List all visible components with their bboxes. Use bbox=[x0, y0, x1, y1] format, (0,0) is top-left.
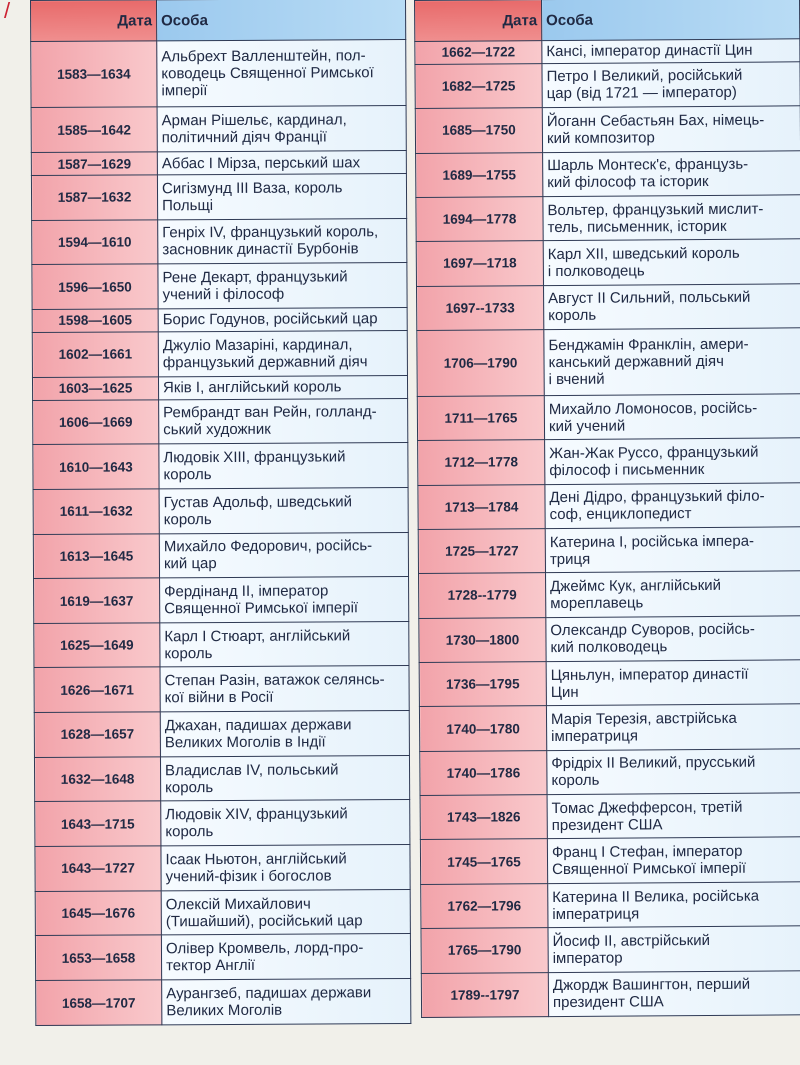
date-cell: 1606—1669 bbox=[33, 399, 159, 444]
date-cell: 1603—1625 bbox=[32, 376, 158, 400]
table-row bbox=[419, 704, 800, 751]
table-row bbox=[32, 307, 407, 332]
left-date-person-table bbox=[30, 0, 411, 1026]
person-cell: Карл І Стюарт, англійський король bbox=[160, 621, 409, 667]
date-cell: 1685—1750 bbox=[415, 108, 542, 153]
person-cell: Михайло Федорович, російсь- кий цар bbox=[159, 532, 408, 578]
table-row bbox=[420, 749, 800, 796]
right-table-body bbox=[415, 39, 800, 1018]
person-cell: Петро І Великий, російський цар (від 1721 — імператор) bbox=[542, 62, 800, 108]
date-cell: 1643—1727 bbox=[35, 846, 161, 891]
person-cell: Август II Сильний, польський король bbox=[543, 283, 800, 329]
person-cell: Михайло Ломоносов, російсь- кий учений bbox=[544, 394, 800, 440]
date-cell: 1645—1676 bbox=[35, 891, 161, 936]
person-cell: Франц І Стефан, імператор Священної Римської імперії bbox=[547, 837, 800, 883]
table-row bbox=[420, 793, 800, 840]
table-row bbox=[418, 482, 800, 529]
table-row bbox=[416, 195, 800, 242]
date-cell: 1740—1786 bbox=[420, 750, 547, 795]
person-cell: Бенджамін Франклін, амери- канський державний діяч і вчений bbox=[544, 328, 800, 396]
person-cell: Джуліо Мазаріні, кардинал, французький державний діяч bbox=[158, 330, 407, 376]
date-cell: 1745—1765 bbox=[420, 839, 547, 884]
date-cell: 1610—1643 bbox=[33, 444, 159, 489]
date-cell: 1712—1778 bbox=[418, 440, 545, 485]
date-cell: 1697--1733 bbox=[416, 285, 543, 330]
table-row bbox=[36, 979, 411, 1026]
page-edge-mark: / bbox=[4, 0, 11, 23]
date-cell: 1628—1657 bbox=[34, 712, 160, 757]
person-cell: Джордж Вашингтон, перший президент США bbox=[548, 970, 800, 1016]
table-row bbox=[34, 755, 409, 802]
table-row bbox=[34, 711, 409, 758]
date-cell: 1697—1718 bbox=[416, 241, 543, 286]
person-cell: Фрідріх II Великий, прусський король bbox=[547, 749, 800, 795]
date-cell: 1689—1755 bbox=[416, 152, 543, 197]
date-cell: 1706—1790 bbox=[417, 330, 544, 397]
person-cell: Кансі, імператор династії Цин bbox=[542, 39, 800, 64]
table-row bbox=[419, 615, 800, 662]
date-cell: 1730—1800 bbox=[419, 617, 546, 662]
table-row bbox=[416, 239, 800, 286]
table-row bbox=[415, 62, 800, 109]
date-cell: 1613—1645 bbox=[33, 533, 159, 578]
table-row bbox=[31, 151, 406, 176]
table-row bbox=[418, 438, 800, 485]
table-row bbox=[33, 487, 408, 534]
table-row bbox=[421, 970, 800, 1017]
date-cell: 1713—1784 bbox=[418, 484, 545, 529]
person-cell: Олексій Михайлович (Тишайший), російський цар bbox=[161, 889, 410, 935]
table-row bbox=[416, 150, 800, 197]
person-cell: Вольтер, французький мислит- тель, письменник, історик bbox=[543, 195, 800, 241]
person-cell: Людовік XIV, французький король bbox=[161, 800, 410, 846]
table-row bbox=[33, 443, 408, 490]
person-cell: Людовік XIII, французький король bbox=[159, 443, 408, 489]
table-row bbox=[415, 106, 800, 153]
person-cell: Борис Годунов, російський цар bbox=[158, 307, 407, 331]
date-cell: 1736—1795 bbox=[419, 662, 546, 707]
table-row bbox=[33, 398, 408, 445]
person-cell: Степан Разін, ватажок селянсь- кої війни в Росії bbox=[160, 666, 409, 712]
person-cell: Фердінанд II, імператор Священної Римської імперії bbox=[160, 577, 409, 623]
date-cell: 1587—1629 bbox=[31, 152, 157, 176]
table-row bbox=[419, 660, 800, 707]
person-cell: Арман Рішельє, кардинал, політичний діяч Франції bbox=[157, 106, 406, 152]
table-row bbox=[34, 577, 409, 624]
date-cell: 1762—1796 bbox=[421, 883, 548, 928]
table-row bbox=[420, 837, 800, 884]
table-row bbox=[416, 283, 800, 330]
table-row bbox=[32, 330, 407, 377]
person-cell: Яків І, англійський король bbox=[158, 375, 407, 399]
person-cell: Олександр Суворов, російсь- кий полководець bbox=[546, 615, 800, 661]
date-cell: 1711—1765 bbox=[417, 395, 544, 440]
table-row bbox=[415, 39, 800, 64]
date-cell: 1598—1605 bbox=[32, 309, 158, 333]
table-row bbox=[417, 394, 800, 441]
date-cell: 1625—1649 bbox=[34, 623, 160, 668]
table-row bbox=[35, 845, 410, 892]
date-cell: 1585—1642 bbox=[31, 107, 157, 152]
table-row bbox=[35, 889, 410, 936]
date-cell: 1694—1778 bbox=[416, 196, 543, 241]
person-cell: Джеймс Кук, англійський мореплавець bbox=[546, 571, 800, 617]
person-cell: Йосиф II, австрійський імператор bbox=[548, 926, 800, 972]
table-row bbox=[34, 621, 409, 668]
person-cell: Цяньлун, імператор династії Цин bbox=[546, 660, 800, 706]
table-row bbox=[32, 375, 407, 400]
person-cell: Сигізмунд III Ваза, король Польщі bbox=[157, 174, 406, 220]
date-cell: 1765—1790 bbox=[421, 928, 548, 973]
person-cell: Карл XII, шведський король і полководець bbox=[543, 239, 800, 285]
person-cell: Олівер Кромвель, лорд-про- тектор Англії bbox=[161, 934, 410, 980]
person-column-header: Особа bbox=[157, 0, 406, 41]
table-row bbox=[35, 800, 410, 847]
date-cell: 1725—1727 bbox=[418, 529, 545, 574]
date-cell: 1658—1707 bbox=[36, 980, 162, 1026]
date-cell: 1743—1826 bbox=[420, 795, 547, 840]
person-cell: Жан-Жак Руссо, французький філософ і письменник bbox=[545, 438, 800, 484]
table-row bbox=[35, 934, 410, 981]
person-cell: Рембрандт ван Рейн, голланд- ський художник bbox=[159, 398, 408, 444]
person-cell: Владислав IV, польський король bbox=[160, 755, 409, 801]
person-cell: Рене Декарт, французький учений і філософ bbox=[158, 263, 407, 309]
date-cell: 1653—1658 bbox=[35, 935, 161, 980]
date-cell: 1626—1671 bbox=[34, 667, 160, 712]
person-cell: Йоганн Себастьян Бах, німець- кий композитор bbox=[542, 106, 800, 152]
date-column-header: Дата bbox=[415, 0, 542, 41]
table-row bbox=[31, 40, 406, 108]
date-cell: 1583—1634 bbox=[31, 41, 157, 108]
date-cell: 1662—1722 bbox=[415, 41, 542, 65]
person-cell: Генріх IV, французький король, засновник династії Бурбонів bbox=[158, 218, 407, 264]
person-cell: Катерина II Велика, російська імператриця bbox=[548, 882, 800, 928]
table-row bbox=[31, 106, 406, 153]
person-cell: Альбрехт Валленштейн, пол- ководець Священної Римської імперії bbox=[157, 40, 406, 108]
person-cell: Шарль Монтеск'є, французь- кий філософ та історик bbox=[543, 150, 800, 196]
table-row bbox=[421, 926, 800, 973]
date-cell: 1682—1725 bbox=[415, 63, 542, 108]
date-cell: 1602—1661 bbox=[32, 332, 158, 377]
table-row bbox=[421, 882, 800, 929]
date-cell: 1596—1650 bbox=[32, 264, 158, 309]
person-cell: Катерина І, російська імпера- триця bbox=[545, 527, 800, 573]
header-row bbox=[415, 0, 800, 41]
person-cell: Аурангзеб, падишах держави Великих Моголів bbox=[162, 979, 411, 1025]
table-row bbox=[33, 532, 408, 579]
person-cell: Густав Адольф, шведський король bbox=[159, 487, 408, 533]
person-cell: Джахан, падишах держави Великих Моголів в Індії bbox=[160, 711, 409, 757]
table-row bbox=[32, 263, 407, 310]
date-cell: 1587—1632 bbox=[31, 175, 157, 220]
table-row bbox=[418, 527, 800, 574]
date-column-header: Дата bbox=[31, 0, 157, 41]
date-cell: 1789--1797 bbox=[421, 972, 548, 1017]
left-table-body bbox=[31, 40, 411, 1026]
table-row bbox=[419, 571, 800, 618]
table-row bbox=[34, 666, 409, 713]
date-cell: 1632—1648 bbox=[34, 757, 160, 802]
date-cell: 1594—1610 bbox=[32, 219, 158, 264]
date-cell: 1740—1780 bbox=[419, 706, 546, 751]
person-cell: Марія Терезія, австрійська імператриця bbox=[546, 704, 800, 750]
person-cell: Аббас І Мірза, перський шах bbox=[157, 151, 406, 175]
date-cell: 1619—1637 bbox=[34, 578, 160, 623]
right-date-person-table bbox=[414, 0, 800, 1018]
table-row bbox=[31, 174, 406, 221]
person-cell: Ісаак Ньютон, англійський учений-фізик і богослов bbox=[161, 845, 410, 891]
table-row bbox=[417, 328, 800, 397]
date-cell: 1643—1715 bbox=[35, 801, 161, 846]
date-cell: 1728--1779 bbox=[419, 573, 546, 618]
person-cell: Томас Джефферсон, третій президент США bbox=[547, 793, 800, 839]
person-column-header: Особа bbox=[542, 0, 800, 41]
person-cell: Дені Дідро, французький філо- соф, енциклопедист bbox=[545, 482, 800, 528]
header-row bbox=[31, 0, 406, 41]
table-row bbox=[32, 218, 407, 265]
date-cell: 1611—1632 bbox=[33, 489, 159, 534]
